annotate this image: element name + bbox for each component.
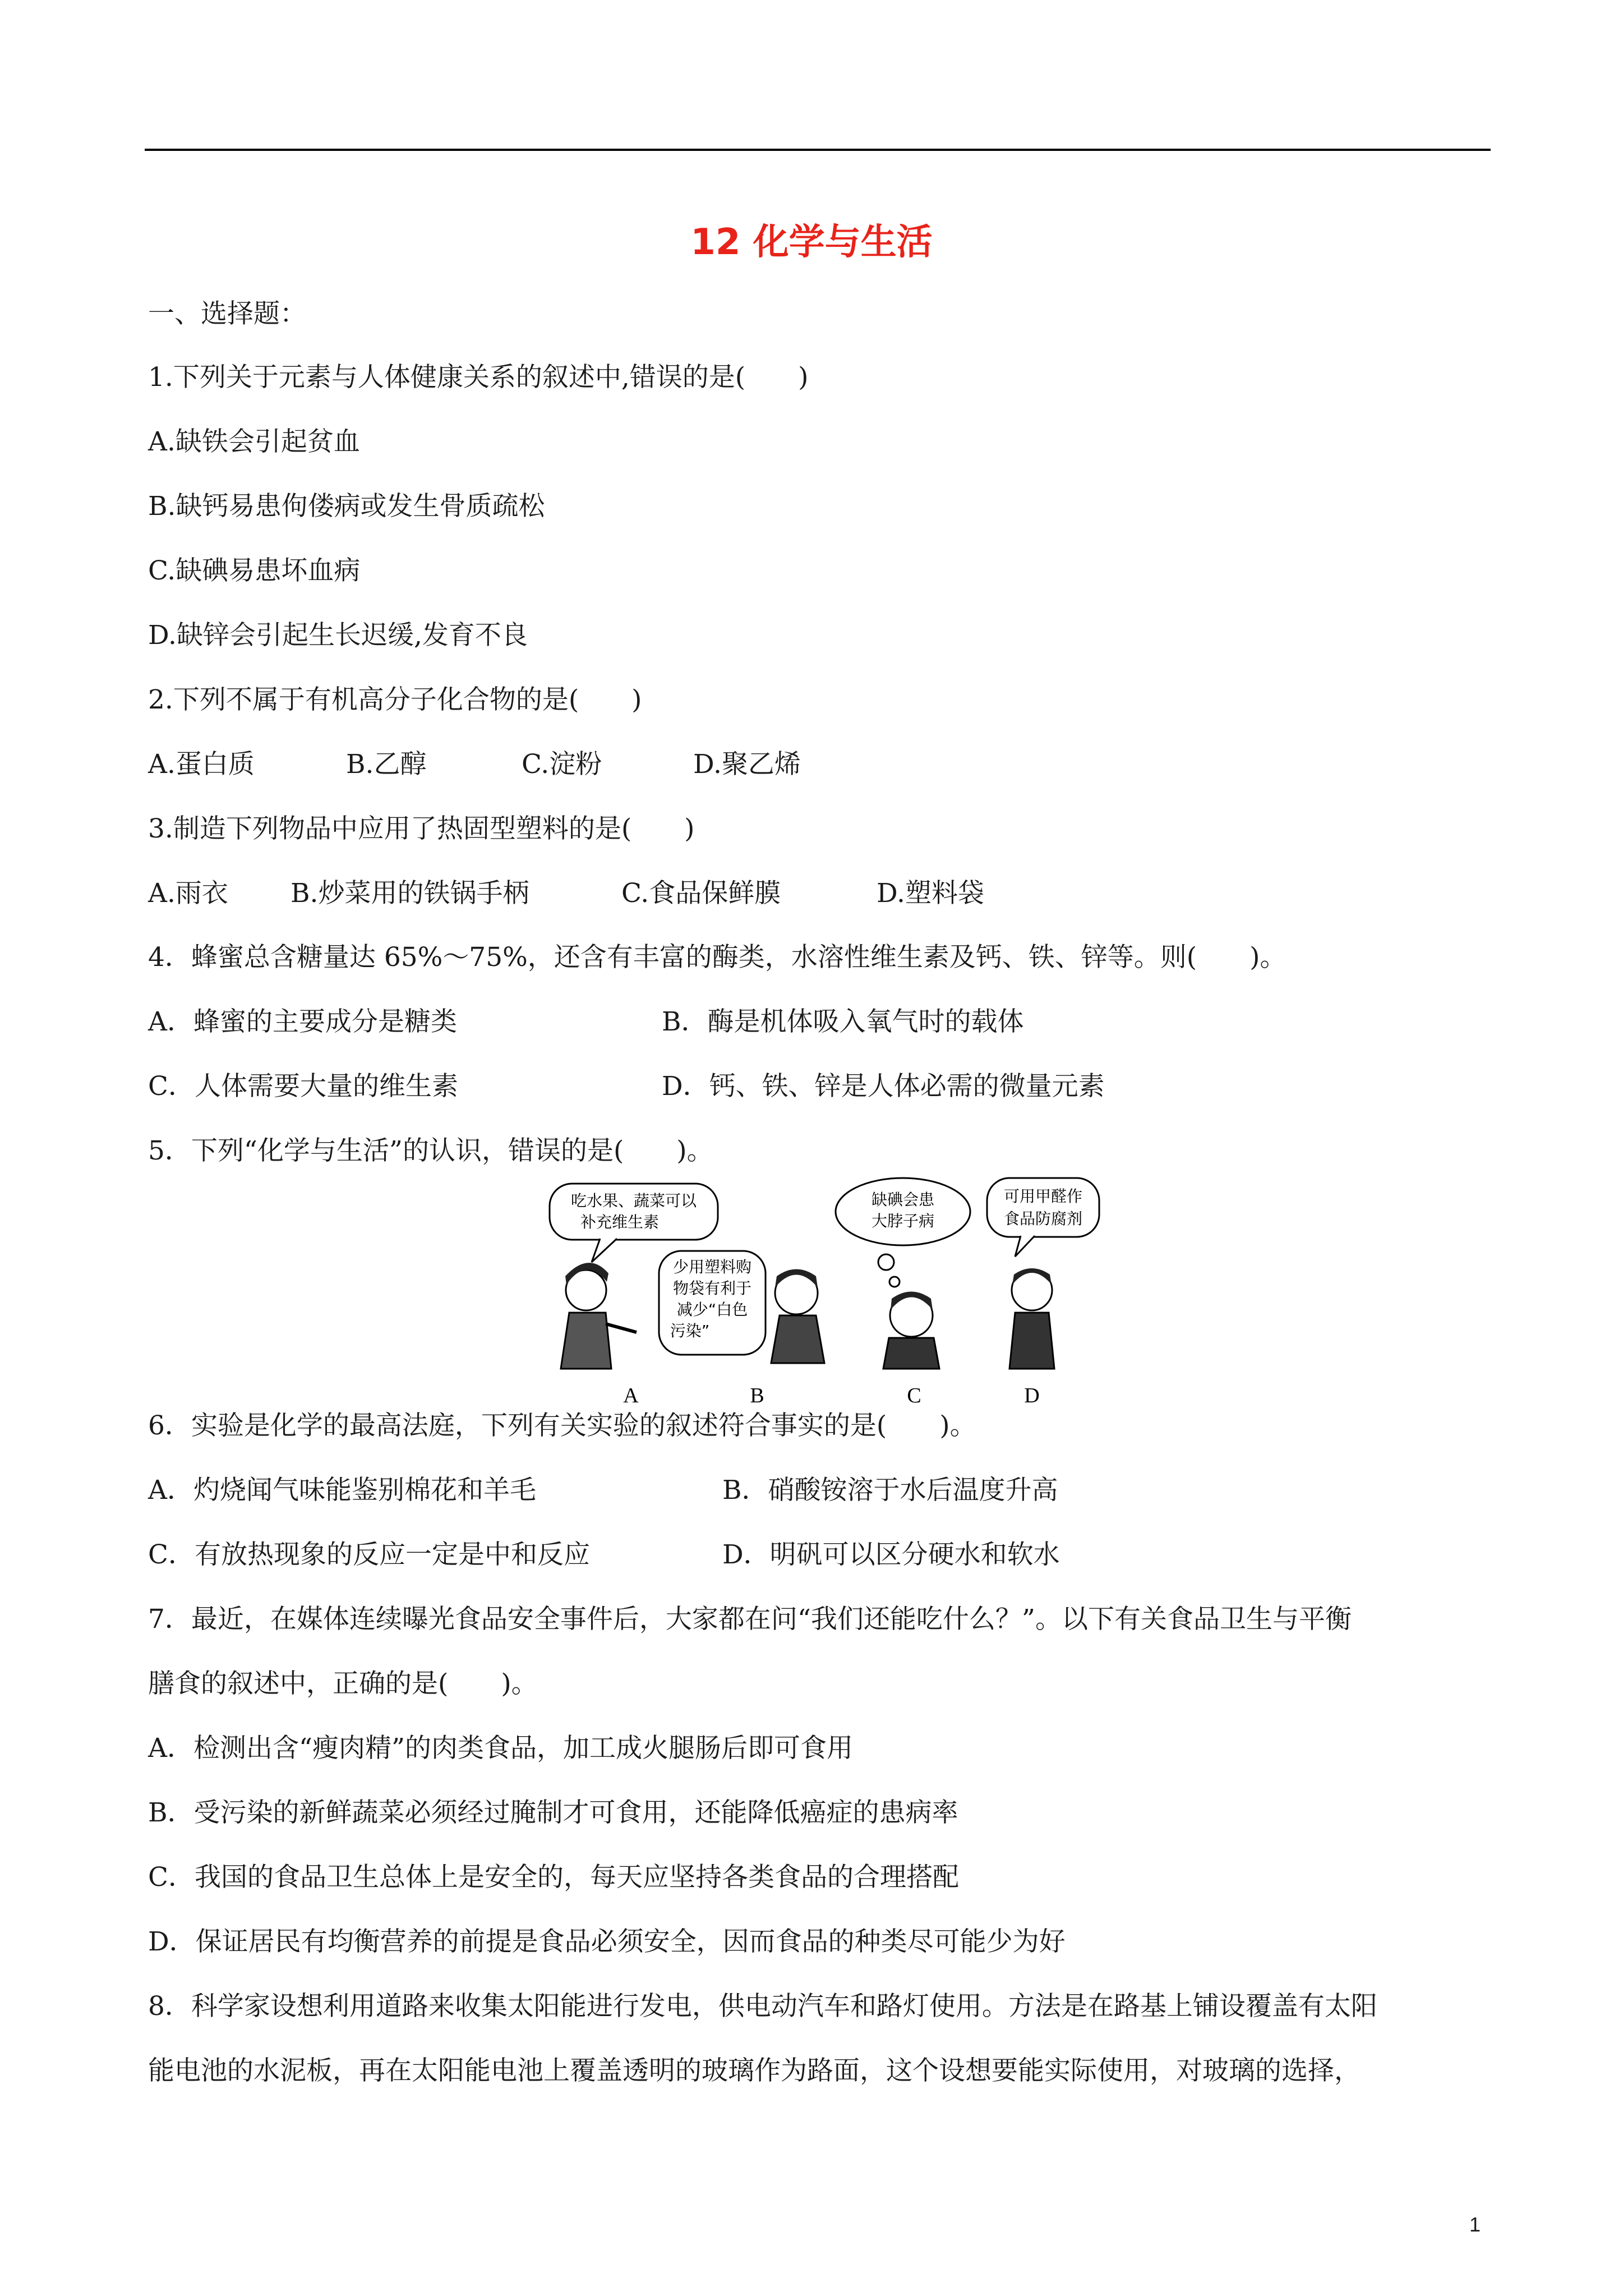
q3-option-c: C.食品保鲜膜 — [621, 878, 781, 909]
bubble-b-line-2: 物袋有利于 — [672, 1279, 752, 1297]
q4-option-b: B．酶是机体吸入氧气时的载体 — [662, 1006, 1024, 1037]
q6-option-d: D．明矾可以区分硬水和软水 — [722, 1539, 1060, 1570]
q6-option-a: A．灼烧闻气味能鉴别棉花和羊毛 — [148, 1475, 536, 1506]
q6-option-b: B．硝酸铵溶于水后温度升高 — [722, 1475, 1058, 1506]
person-d-icon — [1009, 1268, 1054, 1369]
bubble-d-line-2: 食品防腐剂 — [1003, 1209, 1083, 1228]
q2-stem: 2.下列不属于有机高分子化合物的是( ) — [148, 684, 642, 715]
bubble-b-line-1: 少用塑料购 — [672, 1258, 752, 1276]
q3-option-a: A.雨衣 — [148, 878, 228, 909]
bubble-a-line-2: 补充维生素 — [580, 1213, 660, 1231]
q1-stem: 1.下列关于元素与人体健康关系的叙述中,错误的是( ) — [148, 362, 809, 393]
bubble-c-line-1: 缺碘会患 — [871, 1190, 935, 1209]
q2-option-a: A.蛋白质 — [148, 749, 255, 780]
q5-cartoon-figure — [538, 1172, 1110, 1414]
figure-label-a: A — [623, 1384, 639, 1407]
q8-stem-line-1: 8．科学家设想利用道路来收集太阳能进行发电，供电动汽车和路灯使用。方法是在路基上铺设覆盖有太阳 — [148, 1991, 1377, 2022]
q7-option-a: A．检测出含“瘦肉精”的肉类食品，加工成火腿肠后即可食用 — [148, 1733, 853, 1764]
person-b-icon — [771, 1269, 824, 1364]
q2-option-d: D.聚乙烯 — [693, 749, 801, 780]
q7-option-c: C．我国的食品卫生总体上是安全的，每天应坚持各类食品的合理搭配 — [148, 1862, 959, 1893]
person-c-icon — [883, 1292, 939, 1369]
page-number: 1 — [1469, 2213, 1481, 2236]
q4-option-a: A．蜂蜜的主要成分是糖类 — [148, 1006, 457, 1037]
q1-option-d: D.缺锌会引起生长迟缓,发育不良 — [148, 620, 528, 651]
q1-option-b: B.缺钙易患佝偻病或发生骨质疏松 — [148, 491, 545, 522]
bubble-d-line-1: 可用甲醛作 — [1003, 1187, 1083, 1205]
q2-option-b: B.乙醇 — [346, 749, 427, 780]
q5-stem: 5．下列“化学与生活”的认识，错误的是( )。 — [148, 1135, 713, 1166]
q6-option-c: C．有放热现象的反应一定是中和反应 — [148, 1539, 590, 1570]
q3-option-b: B.炒菜用的铁锅手柄 — [291, 878, 529, 909]
speech-bubble-b — [659, 1251, 766, 1355]
bubble-b-line-3: 减少“白色 — [676, 1300, 748, 1319]
q7-stem-line-2: 膳食的叙述中，正确的是( )。 — [148, 1668, 538, 1699]
figure-label-b: B — [750, 1384, 764, 1407]
q7-stem-line-1: 7．最近，在媒体连续曝光食品安全事件后，大家都在问“我们还能吃什么？”。以下有关食品卫生与平衡 — [148, 1604, 1352, 1635]
q1-option-c: C.缺碘易患坏血病 — [148, 555, 361, 586]
figure-label-c: C — [907, 1384, 921, 1407]
q4-stem: 4．蜂蜜总含糖量达 65%～75%，还含有丰富的酶类，水溶性维生素及钙、铁、锌等。则( )。 — [148, 942, 1287, 973]
q7-option-d: D．保证居民有均衡营养的前提是食品必须安全，因而食品的种类尽可能少为好 — [148, 1926, 1066, 1957]
header-rule — [145, 149, 1491, 151]
q8-stem-line-2: 能电池的水泥板，再在太阳能电池上覆盖透明的玻璃作为路面，这个设想要能实际使用，对玻璃的选择， — [148, 2055, 1361, 2086]
q7-option-b: B．受污染的新鲜蔬菜必须经过腌制才可食用，还能降低癌症的患病率 — [148, 1797, 958, 1828]
q3-stem: 3.制造下列物品中应用了热固型塑料的是( ) — [148, 813, 695, 844]
q2-option-c: C.淀粉 — [522, 749, 602, 780]
q6-stem: 6．实验是化学的最高法庭，下列有关实验的叙述符合事实的是( )。 — [148, 1410, 976, 1441]
figure-label-d: D — [1024, 1384, 1040, 1407]
section-heading: 一、选择题： — [148, 298, 306, 329]
bubble-b-line-4: 污染” — [670, 1322, 710, 1340]
q1-option-a: A.缺铁会引起贫血 — [148, 426, 360, 457]
thought-bubble-c — [836, 1178, 970, 1287]
q3-option-d: D.塑料袋 — [877, 878, 984, 909]
q4-option-d: D．钙、铁、锌是人体必需的微量元素 — [662, 1071, 1105, 1102]
bubble-c-line-2: 大脖子病 — [871, 1212, 935, 1230]
speech-bubble-d — [987, 1178, 1099, 1257]
bubble-a-line-1: 吃水果、蔬菜可以 — [570, 1191, 697, 1210]
q4-option-c: C．人体需要大量的维生素 — [148, 1071, 458, 1102]
person-a-icon — [561, 1263, 637, 1369]
page-title: 12 化学与生活 — [690, 222, 933, 263]
